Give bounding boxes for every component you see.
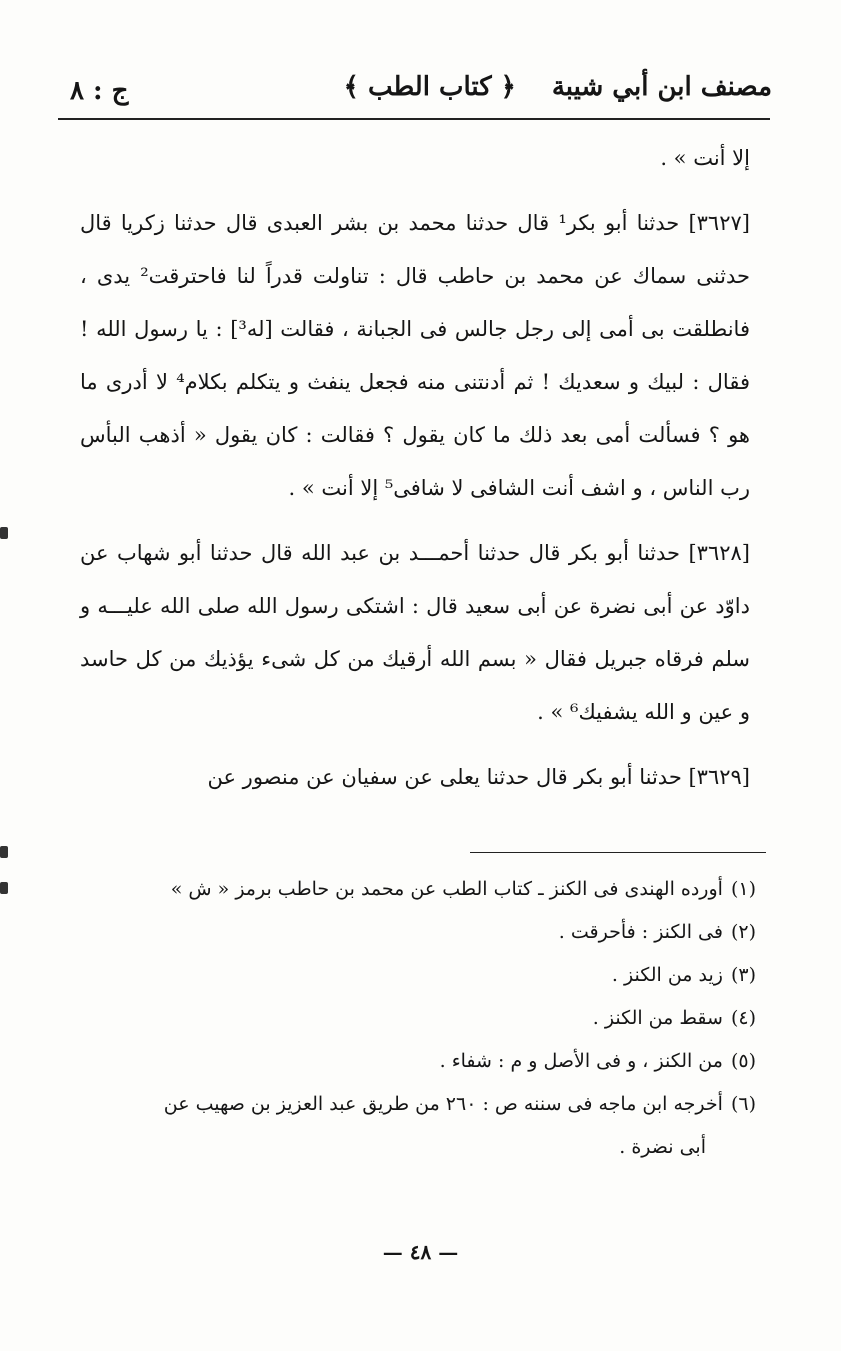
hadith-3628: [٣٦٢٨] حدثنا أبو بكر قال حدثنا أحمـــد بن عبد الله قال حدثنا أبو شهاب عن داوّد عن أبى نضرة عن أبى سعيد قال : اشتكى رسول الله صلى الله عليـــه و سلم فرقاه جبريل فقال « بسم الله أرقيك من كل شىء يؤذيك من كل حاسد و عين و الله يشفيك⁶ » . (80, 541, 750, 724)
running-header (60, 66, 772, 114)
footnotes (80, 868, 756, 1169)
hadith-3627: [٣٦٢٧] حدثنا أبو بكر¹ قال حدثنا محمد بن بشر العبدى قال حدثنا زكريا قال حدثنى سماك عن محمد بن حاطب قال : تناولت قدراً لنا فاحترقت² يدى ، فانطلقت بى أمى إلى رجل جالس فى الجبانة ، فقالت [له³] : يا رسول الله ! فقال : لبيك و سعديك ! ثم أدنتنى منه فجعل ينفث و يتكلم بكلام⁴ لا أدرى ما هو ؟ فسألت أمى بعد ذلك ما كان يقول ؟ فقالت : كان يقول « أذهب البأس رب الناس ، و اشف أنت الشافى لا شافى⁵ إلا أنت » . (80, 211, 750, 500)
page-number: — ٤٨ — (382, 1240, 459, 1264)
footnote-3: (٣)زيد من الكنز . (611, 964, 756, 986)
chapter-title: ﴿ كتاب الطب ﴾ (343, 72, 516, 102)
scan-edge-mark (0, 527, 8, 539)
volume-number: ج : ٨ (70, 76, 129, 106)
footnote-1: (١)أورده الهندى فى الكنز ـ كتاب الطب عن محمد بن حاطب برمز « ش » (170, 878, 756, 900)
continuation-line: إلا أنت » . (660, 146, 750, 170)
book-title: مصنف ابن أبي شيبة (551, 72, 772, 102)
scan-edge-mark (0, 882, 8, 894)
scan-edge-mark (0, 846, 8, 858)
footnote-6: (٦)أخرجه ابن ماجه فى سننه ص : ٢٦٠ من طريق عبد العزيز بن صهيب عن (163, 1093, 756, 1115)
footnote-5: (٥)من الكنز ، و فى الأصل و م : شفاء . (439, 1050, 756, 1072)
main-text (80, 132, 750, 804)
footnote-rule (470, 852, 766, 853)
header-rule (58, 118, 770, 120)
hadith-3629: [٣٦٢٩] حدثنا أبو بكر قال حدثنا يعلى عن سفيان عن منصور عن (207, 765, 750, 789)
footnote-6-continued: أبى نضرة . (619, 1136, 706, 1158)
footnote-2: (٢)فى الكنز : فأحرقت . (558, 921, 756, 943)
footnote-4: (٤)سقط من الكنز . (592, 1007, 756, 1029)
